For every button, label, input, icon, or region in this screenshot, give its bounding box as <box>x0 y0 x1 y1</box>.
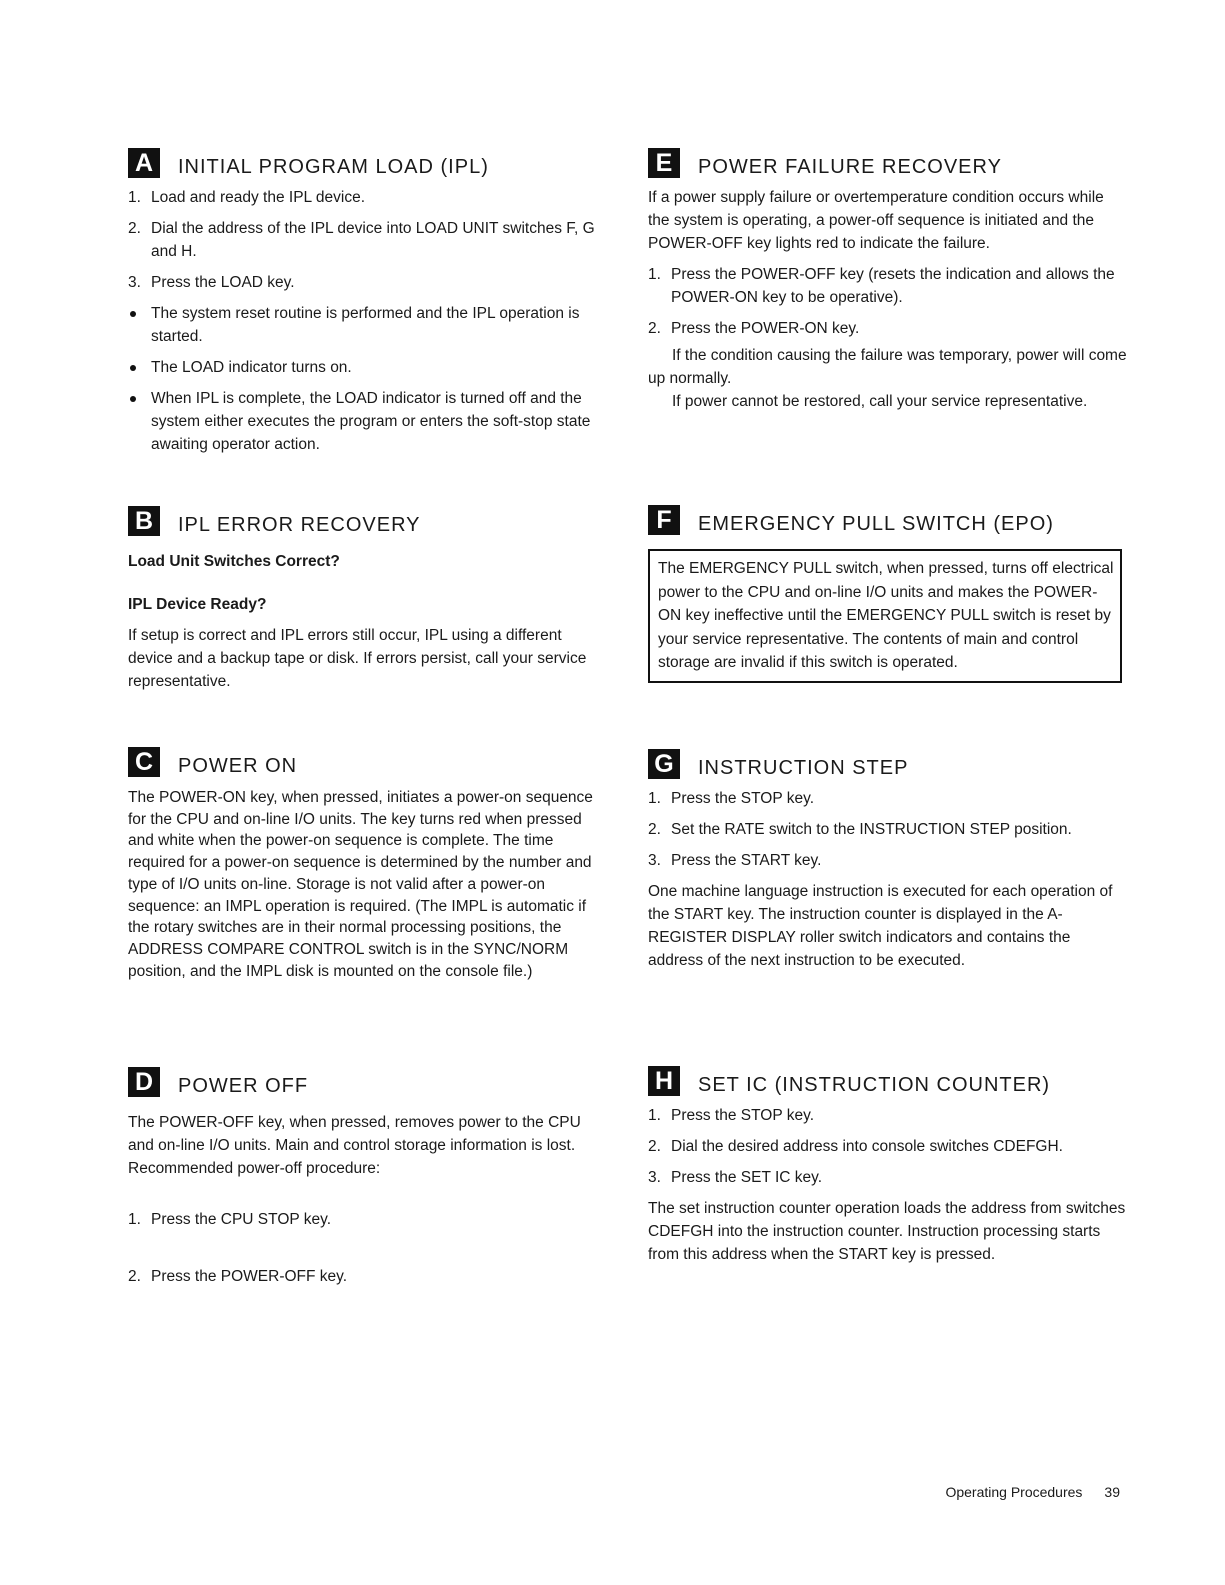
step-list <box>648 1104 1128 1189</box>
section-title: POWER FAILURE RECOVERY <box>698 156 1002 178</box>
step-item: 1. Press the POWER-OFF key (resets the indication and allows the POWER-ON key to be operative). <box>648 266 1115 306</box>
note-paragraph: If power cannot be restored, call your service representative. <box>672 393 1088 410</box>
section-power-off <box>128 1063 608 1296</box>
section-title: IPL ERROR RECOVERY <box>178 514 421 536</box>
step-item: 2. Dial the address of the IPL device into LOAD UNIT switches F, G and H. <box>128 220 595 260</box>
footer-label: Operating Procedures <box>945 1484 1083 1500</box>
section-header <box>128 1063 608 1097</box>
step-item: 3. Press the START key. <box>648 852 822 869</box>
section-header <box>648 144 1128 178</box>
section-set-instruction-counter <box>648 1062 1128 1266</box>
paragraph: One machine language instruction is executed for each operation of the START key. The instruction counter is displayed in the A-REGISTER DISPLAY roller switch indicators and contains the address of the next instruction to be executed. <box>648 883 1113 969</box>
subheading: Load Unit Switches Correct? <box>128 553 340 570</box>
section-initial-program-load <box>128 144 608 464</box>
bullet-item: The LOAD indicator turns on. <box>128 356 608 379</box>
section-badge: C <box>128 747 160 777</box>
section-power-on <box>128 743 608 982</box>
step-list <box>648 263 1128 340</box>
section-body <box>128 186 608 456</box>
paragraph: The POWER-ON key, when pressed, initiates a power-on sequence for the CPU and on-line I/O units. The key turns red when pressed and white when the power-on sequence is complete. The time required for a power-on sequence is determined by the number and type of I/O units on-line. Storage is not valid after a power-on sequence: an IMPL operation is required. (The IMPL is automatic if the rotary switches are in their normal processing positions, the ADDRESS COMPARE CONTROL switch is in the SYNC/NORM position, and the IMPL disk is mounted on the console file.) <box>128 789 593 980</box>
section-title: INITIAL PROGRAM LOAD (IPL) <box>178 156 489 178</box>
section-body <box>128 550 608 693</box>
step-list <box>128 1208 608 1288</box>
paragraph: The EMERGENCY PULL switch, when pressed, turns off electrical power to the CPU and on-line I/O units and makes the POWER-ON key ineffective until the EMERGENCY PULL switch is reset by your service representative. The contents of main and control storage are invalid if this switch is operated. <box>658 560 1114 671</box>
paragraph: If setup is correct and IPL errors still occur, IPL using a different device and a backup tape or disk. If errors persist, call your service representative. <box>128 627 587 690</box>
section-badge: D <box>128 1067 160 1097</box>
section-header <box>648 745 1128 779</box>
section-instruction-step <box>648 745 1128 972</box>
step-list <box>648 787 1128 872</box>
section-badge: E <box>648 148 680 178</box>
paragraph: If a power supply failure or overtemperature condition occurs while the system is operating, a power-off sequence is initiated and the POWER-OFF key lights red to indicate the failure. <box>648 189 1104 252</box>
step-item: 2. Dial the desired address into console switches CDEFGH. <box>648 1138 1063 1155</box>
step-list <box>128 186 608 294</box>
section-title: EMERGENCY PULL SWITCH (EPO) <box>698 513 1054 535</box>
warning-box <box>648 549 1122 683</box>
section-badge: A <box>128 148 160 178</box>
bullet-item: The system reset routine is performed and the IPL operation is started. <box>128 302 608 348</box>
step-item: 1. Press the STOP key. <box>648 790 815 807</box>
step-item: 2. Set the RATE switch to the INSTRUCTION STEP position. <box>648 821 1072 838</box>
section-title: SET IC (INSTRUCTION COUNTER) <box>698 1074 1051 1096</box>
page-footer <box>923 1484 1120 1500</box>
bullet-item: When IPL is complete, the LOAD indicator is turned off and the system either executes the program or enters the soft-stop state awaiting operator action. <box>128 387 608 456</box>
step-item: 3. Press the SET IC key. <box>648 1169 823 1186</box>
section-header <box>648 1062 1128 1096</box>
paragraph: The set instruction counter operation loads the address from switches CDEFGH into the instruction counter. Instruction processing starts from this address when the START key is pressed. <box>648 1200 1126 1263</box>
paragraph: The POWER-OFF key, when pressed, removes power to the CPU and on-line I/O units. Main and control storage information is lost. Recommended power-off procedure: <box>128 1114 581 1177</box>
section-body <box>648 787 1128 972</box>
note-paragraph: If the condition causing the failure was temporary, power will come up normally. <box>648 347 1127 387</box>
section-header <box>128 144 608 178</box>
section-emergency-pull-switch <box>648 501 1122 683</box>
section-badge: H <box>648 1066 680 1096</box>
section-badge: F <box>648 505 680 535</box>
step-item: 1. Load and ready the IPL device. <box>128 189 365 206</box>
section-badge: G <box>648 749 680 779</box>
section-body <box>648 186 1128 413</box>
step-item: 1. Press the STOP key. <box>648 1107 815 1124</box>
step-item: 2. Press the POWER-OFF key. <box>128 1268 348 1285</box>
section-title: INSTRUCTION STEP <box>698 757 909 779</box>
section-ipl-error-recovery <box>128 502 608 693</box>
section-badge: B <box>128 506 160 536</box>
subheading: IPL Device Ready? <box>128 596 267 613</box>
section-body <box>128 1111 608 1288</box>
step-item: 1. Press the CPU STOP key. <box>128 1211 332 1228</box>
step-item: 2. Press the POWER-ON key. <box>648 320 860 337</box>
section-title: POWER ON <box>178 755 298 777</box>
section-body <box>648 1104 1128 1266</box>
bullet-list <box>128 302 608 456</box>
page-number: 39 <box>1104 1484 1120 1500</box>
section-title: POWER OFF <box>178 1075 309 1097</box>
section-header <box>648 501 1122 535</box>
section-body <box>128 787 608 982</box>
section-power-failure-recovery <box>648 144 1128 413</box>
section-header <box>128 743 608 777</box>
step-item: 3. Press the LOAD key. <box>128 274 295 291</box>
section-header <box>128 502 608 536</box>
